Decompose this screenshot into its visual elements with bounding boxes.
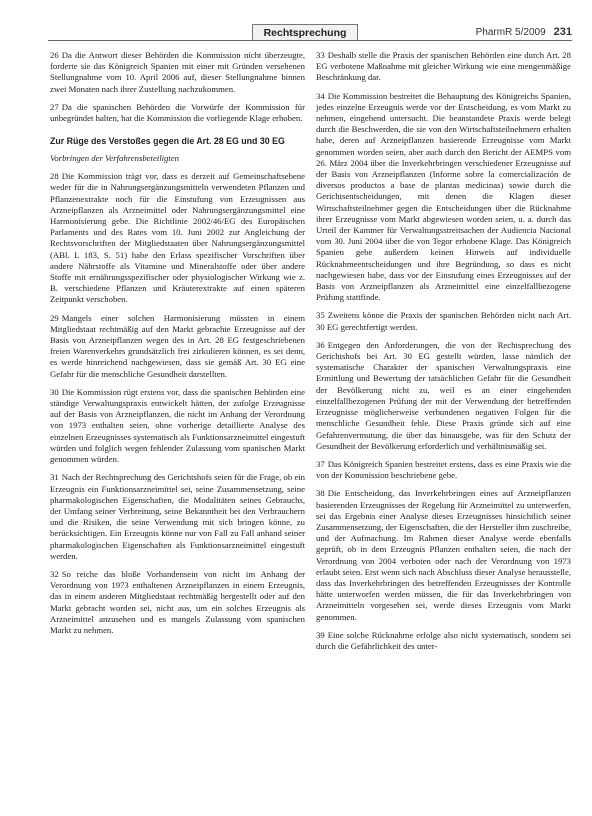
paragraph-number: 35: [316, 310, 325, 321]
paragraph-number: 34: [316, 90, 325, 101]
paragraph-number: 28: [50, 171, 59, 182]
paragraph-text: Die Kommission rügt erstens vor, dass die spanischen Behörden eine ständige Verwaltungspraxis entwickelt hätten, der zufolge Erzeugnisse auf der Basis von Arzneipflanzen, die nicht im Anhang der Verordnung von 1973 enthalten seien, ohne vorherige detaillierte Analyse des einzelnen Erzeugnisses systematisch als Funktionsarzneimittel eingestuft würden und folglich wegen fehlender Zulassung vom spanischen Markt genommen würden.: [50, 386, 305, 465]
paragraph-text: So reiche das bloße Vorhandensein von nicht im Anhang der Verordnung von 1973 enthaltenen Arzneipflanzen in einem Erzeugnis, das in einem anderen Mitgliedstaat rechtmäßig hergestellt oder auf den Markt gebracht worden sei, nicht aus, um ein solches Erzeugnis als Arzneimittel anzusehen und es mangels Zulassung vom spanischen Markt zu nehmen.: [50, 568, 305, 635]
paragraph-number: 37: [316, 458, 325, 469]
paragraph-number: 33: [316, 50, 325, 60]
paragraph-number: 39: [316, 629, 325, 640]
paragraph-text: Zweitens könne die Praxis der spanischen Behörden nicht nach Art. 30 EG gerechtfertigt werden.: [316, 310, 571, 332]
paragraph: [50, 171, 305, 305]
left-column: [50, 50, 305, 812]
paragraph-text: Die Kommission trägt vor, dass es derzeit auf Gemeinschaftsebene weder für die in Nahrungsergänzungsmitteln verwendeten Pflanzen und Pflanzenextrakte noch für die Einstufung von Erzeugnissen aus Arzneipflanzen als Arzneimittel oder Nahrungsergänzungsmittel eine Harmonisierung gebe. Die Richtlinie 2002/46/EG des Europäischen Parlaments und des Rates vom 10. Juni 2002 zur Angleichung der Rechtsvorschriften der Mitgliedstaaten über Nahrungsergänzungsmittel (ABl. L 183, S. 51) habe den Erlass spezifischer Vorschriften über andere Nährstoffe als Vitamine und Mineralstoffe oder über andere Stoffe mit ernährungsspezifischer oder physiologischer Wirkung wie z. B. verschiedene Pflanzen und Kräuterextrakte auf einen späteren Zeitpunkt verschoben.: [50, 171, 305, 305]
paragraph: [50, 569, 305, 636]
paragraph-text: Da die spanischen Behörden die Vorwürfe der Kommission für unbegründet halten, hat die Kommission die vorliegende Klage erhoben.: [50, 101, 305, 124]
section-subheading: Vorbringen der Verfahrensbeteiligten: [50, 153, 180, 164]
paragraph: [50, 472, 305, 562]
paragraph: [316, 488, 571, 622]
paragraph: [50, 102, 305, 124]
paragraph: [316, 630, 571, 652]
paragraph: [316, 340, 571, 452]
paragraph-text: Das Königreich Spanien bestreitet erstens, dass es eine Praxis wie die von der Kommission beschriebene gebe.: [316, 458, 571, 481]
paragraph-text: Entgegen den Anforderungen, die von der Rechtsprechung des Gerichtshofs bei Art. 30 EG gestellt würden, lasse nämlich der systematische Charakter der spanischen Verwaltungspraxis eine Ermittlung und Bewertung der tatsächlichen Gefahr für die Gesundheit der Bevölkerung nicht zu, weil es an einer eingehenden einzelfallbezogenen Prüfung der mit der Verwendung der betreffenden Erzeugnisse möglicherweise verbundenen negativen Folgen für die menschliche Gesundheit fehle. Diese Praxis gründe sich auf eine Gefahrenvermutung, die über das hinausgehe, was für den Schutz der Gesundheit der Bevölkerung erforderlich und verhältnismäßig sei.: [316, 339, 571, 451]
paragraph-number: 38: [316, 488, 325, 499]
paragraph-number: 31: [50, 472, 59, 483]
paragraph: [316, 310, 571, 332]
paragraph-text: Die Kommission bestreitet die Behauptung des Königreichs Spanien, jedes einzelne Erzeugnis werde vor der Entscheidung, es vom Markt zu nehmen, eingehend untersucht. Die beanstandete Praxis werde belegt durch die Beschwerden, die sie von den Wirtschaftsteilnehmern erhalten habe, deren auf Arzneipflanzen basierende Erzeugnisse vom Markt genommen worden seien, aber auch durch den Bericht der AEMPS vom 26. März 2004 über die Inverkehrbringen verschiedener Erzeugnisse auf der Basis von Arzneipflanzen (Informe sobre la comercialización de diversos productos a base de plantas medicinas) sowie durch die Gerichtsentscheidungen, mit denen die Klagen dieser Wirtschaftsteilnehmer gegen die Entscheidungen über die Rücknahme ihrer Erzeugnisse vom Markt abgewiesen worden seien, u. a. durch das Urteil der Kammer für Verwaltungsstreitsachen der Audiencia Nacional vom 30. Juni 2004 über die von Tegor erhobene Klage. Das Königreich Spanien gebe außerdem keinen Hinweis auf individuelle Rücknahmeentscheidungen und ihre Begründung, so dass es nicht nachgewiesen habe, dass vor der Einstufung eines Erzeugnisses auf der Basis von Arzneipflanzen als Arzneimittel eine einzelfallbezogene Prüfung stattfinde.: [316, 90, 571, 303]
paragraph: [316, 50, 571, 84]
journal-name: PharmR 5/2009: [475, 27, 546, 38]
paragraph-text: Da die Antwort dieser Behörden die Kommission nicht überzeugte, forderte sie das Königreich Spanien mit einer mit Gründen versehenen Stellungnahme vom 10. April 2006 auf, dieser Stellungnahme binnen zwei Monaten nach ihrer Zustellung nachzukommen.: [50, 50, 305, 94]
paragraph: [316, 91, 571, 304]
paragraph: [50, 387, 305, 465]
section-label: Rechtsprechung: [252, 24, 358, 41]
paragraph-number: 26: [50, 50, 59, 60]
paragraph-text: Die Entscheidung, das Inverkehrbringen eines auf Arzneipflanzen basierenden Erzeugnisses der Regelung für Arzneimittel zu unterwerfen, sei das Ergebnis einer Analyse dieses Erzeugnisses hinsichtlich seiner Zusammensetzung, der Eigenschaften, die der Hersteller ihm zuschreibe, und der Aufmachung. Im Rahmen dieser Analyse werde ebenfalls geprüft, ob in dem Erzeugnis Pflanzen enthalten seien, die nach der Verordnung von 2004 verboten oder nach der Verordnung von 1973 erlaubt seien. Erst wenn sich nach Abschluss dieser Analyse herausstelle, dass das Inverkehrbringen des betreffenden Erzeugnisses der Kontrolle hätte unterworfen werden müssen, die für das Inverkehrbringen von Arzneimitteln vorgesehen sei, werde dieses Erzeugnis vom Markt genommen.: [316, 488, 571, 622]
paragraph-text: Nach der Rechtsprechung des Gerichtshofs seien für die Frage, ob ein Erzeugnis ein Funktionsarzneimittel sei, seine Zusammensetzung, seine pharmakologischen Eigenschaften, die Modalitäten seines Gebrauchs, der Umfang seiner Verbreitung, seine Bekanntheit bei den Verbrauchern und die Risiken, die seine Verwendung mit sich bringen könne, zu berücksichtigen. Ein Erzeugnis könne nur von Fall zu Fall anhand seiner pharmakologischen Eigenschaften als Funktionsarzneimittel eingestuft werden.: [50, 472, 305, 561]
paragraph-number: 36: [316, 339, 325, 350]
paragraph-text: Eine solche Rücknahme erfolge also nicht systematisch, sondern sei durch die Gefährlichkeit des unter-: [316, 629, 571, 651]
paragraph-number: 27: [50, 101, 59, 112]
page-header: [0, 0, 592, 44]
paragraph: [50, 50, 305, 95]
paragraph-number: 32: [50, 568, 59, 579]
section-heading: Zur Rüge des Verstoßes gegen die Art. 28 EG und 30 EG: [50, 136, 285, 147]
paragraph-text: Deshalb stelle die Praxis der spanischen Behörden eine durch Art. 28 EG verbotene Maßnahme mit gleicher Wirkung wie eine mengenmäßige Beschränkung dar.: [316, 50, 571, 83]
paragraph-number: 29: [50, 312, 59, 323]
right-column: [316, 50, 571, 812]
header-rule: [48, 40, 572, 41]
journal-info: [476, 24, 572, 41]
paragraph: [316, 459, 571, 481]
paragraph: [50, 313, 305, 380]
paragraph-text: Mangels einer solchen Harmonisierung müssten in einem Mitgliedstaat rechtmäßig auf den Markt gebrachte Erzeugnisse auf der Basis von Arzneipflanzen wegen des in Art. 28 EG festgeschriebenen freien Warenverkehrs grundsätzlich frei zirkulieren können, es sei denn, es werde hinreichend nachgewiesen, dass sie gemäß Art. 30 EG eine Gefahr für die menschliche Gesundheit darstellten.: [50, 312, 305, 379]
paragraph-number: 30: [50, 386, 59, 397]
page-number: 231: [553, 26, 572, 38]
